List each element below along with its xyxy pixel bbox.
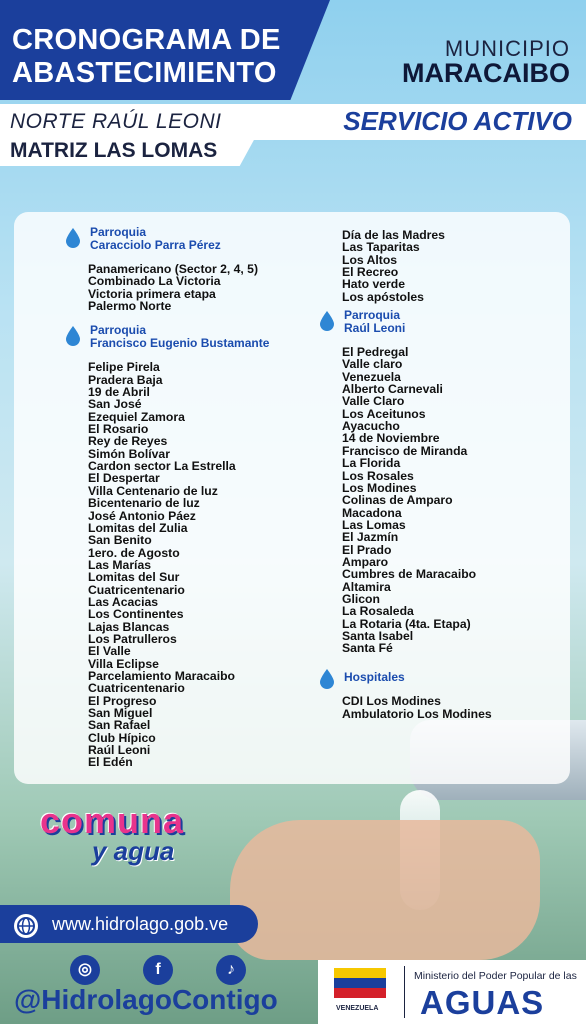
list-item: Los Continentes	[88, 607, 184, 622]
list-item: Cumbres de Maracaibo	[342, 567, 477, 582]
list-item: Lomitas del Sur	[88, 570, 180, 585]
list-item: Ambulatorio Los Modines	[342, 706, 492, 721]
list-item: Las Marías	[88, 557, 152, 572]
page-title: CRONOGRAMA DE ABASTECIMIENTO	[12, 24, 281, 89]
social-handle[interactable]: @HidrolagoContigo	[14, 984, 278, 1015]
list-item: Glicon	[342, 591, 380, 606]
list-item: Venezuela	[342, 369, 401, 384]
list-item: El Recreo	[342, 265, 399, 280]
website-url[interactable]: www.hidrolago.gob.ve	[52, 914, 229, 934]
list-item: El Progreso	[88, 693, 157, 708]
tiktok-icon[interactable]: ♪	[216, 955, 246, 985]
list-item: El Prado	[342, 542, 392, 557]
hands-image	[230, 820, 540, 960]
list-item: La Florida	[342, 456, 401, 471]
list-item: San Rafael	[88, 718, 151, 733]
water-drop-icon	[66, 228, 80, 248]
hospitals-list	[318, 695, 558, 720]
list-item: Los Rosales	[342, 468, 414, 483]
list-item: José Antonio Páez	[88, 508, 196, 523]
venezuela-flag-icon	[334, 968, 386, 998]
parish2-continued-list	[318, 229, 558, 303]
list-item: Colinas de Amparo	[342, 493, 453, 508]
list-item: Pradera Baja	[88, 372, 163, 387]
list-item: 14 de Noviembre	[342, 431, 440, 446]
globe-icon	[14, 914, 38, 938]
facebook-icon[interactable]: f	[143, 955, 173, 985]
list-item: Altamira	[342, 579, 391, 594]
list-item: Combinado La Victoria	[88, 274, 221, 289]
list-item: Ezequiel Zamora	[88, 409, 185, 424]
list-item: El Rosario	[88, 422, 149, 437]
list-item: Alberto Carnevali	[342, 382, 443, 397]
list-item: San Benito	[88, 533, 152, 548]
list-item: Hato verde	[342, 277, 405, 292]
list-item: Santa Isabel	[342, 628, 414, 643]
zone-name: NORTE RAÚL LEONI	[10, 110, 222, 133]
hospitals-header: Hospitales	[318, 667, 558, 684]
list-item: La Rotaria (4ta. Etapa)	[342, 616, 471, 631]
zone-matrix: MATRIZ LAS LOMAS	[10, 139, 218, 162]
list-item: Raúl Leoni	[88, 743, 151, 758]
list-item: Palermo Norte	[88, 299, 172, 314]
list-item: El Jazmín	[342, 530, 399, 545]
list-item: Villa Centenario de luz	[88, 483, 218, 498]
list-item: Macadona	[342, 505, 402, 520]
parish1-list	[64, 263, 304, 312]
water-drop-icon	[320, 669, 334, 689]
list-item: Victoria primera etapa	[88, 286, 216, 301]
list-item: San José	[88, 397, 142, 412]
left-column	[64, 226, 304, 769]
list-item: Felipe Pirela	[88, 360, 160, 375]
list-item: Valle Claro	[342, 394, 405, 409]
list-item: Simón Bolívar	[88, 446, 170, 461]
list-item: Los Aceitunos	[342, 406, 426, 421]
parish-header: Parroquia Francisco Eugenio Bustamante	[64, 324, 304, 349]
list-item: Los Altos	[342, 252, 398, 267]
list-item: Cardon sector La Estrella	[88, 459, 236, 474]
list-item: Los Patrulleros	[88, 631, 177, 646]
list-item: El Edén	[88, 755, 133, 770]
list-item: El Pedregal	[342, 345, 409, 360]
divider	[404, 966, 405, 1018]
parish3-list	[318, 346, 558, 655]
water-drop-icon	[66, 326, 80, 346]
comuna-y-agua-logo: comuna y agua	[40, 800, 185, 866]
list-item: Villa Eclipse	[88, 656, 159, 671]
parish-header: Parroquia Caracciolo Parra Pérez	[64, 226, 304, 251]
municipality-label: MUNICIPIO	[444, 36, 570, 61]
list-item: Francisco de Miranda	[342, 443, 468, 458]
water-drop-icon	[320, 311, 334, 331]
list-item: Cuatricentenario	[88, 582, 185, 597]
list-item: Bicentenario de luz	[88, 496, 200, 511]
ministry-text: Ministerio del Poder Popular de las	[414, 970, 577, 982]
flag-caption: VENEZUELA	[336, 1005, 379, 1012]
list-item: Los apóstoles	[342, 289, 424, 304]
ministry-name: AGUAS	[420, 984, 545, 1021]
list-item: 19 de Abril	[88, 385, 150, 400]
service-status: SERVICIO ACTIVO	[343, 106, 572, 136]
list-item: Las Taparitas	[342, 240, 420, 255]
parish-header: Parroquia Raúl Leoni	[318, 309, 558, 334]
list-item: Club Hípico	[88, 730, 156, 745]
parish2-list	[64, 361, 304, 768]
list-item: San Miguel	[88, 706, 153, 720]
list-item: El Valle	[88, 644, 131, 659]
instagram-icon[interactable]: ◎	[70, 955, 100, 985]
list-item: Cuatricentenario	[88, 681, 185, 696]
list-item: Las Acacias	[88, 594, 159, 609]
list-item: La Rosaleda	[342, 604, 414, 619]
municipality-name: MARACAIBO	[402, 58, 570, 88]
list-item: Día de las Madres	[342, 228, 445, 242]
list-item: Lomitas del Zulia	[88, 520, 188, 535]
right-column	[318, 229, 558, 720]
list-item: Ayacucho	[342, 419, 400, 434]
list-item: 1ero. de Agosto	[88, 545, 180, 560]
list-item: Parcelamiento Maracaibo	[88, 668, 235, 683]
list-item: Panamericano (Sector 2, 4, 5)	[88, 262, 259, 276]
list-item: Amparo	[342, 554, 389, 569]
list-item: Valle claro	[342, 357, 403, 372]
list-item: El Despertar	[88, 471, 160, 486]
list-item: Los Modines	[342, 480, 417, 495]
list-item: Santa Fé	[342, 641, 393, 656]
list-item: Rey de Reyes	[88, 434, 168, 449]
list-item: Las Lomas	[342, 517, 406, 532]
website-link[interactable]	[0, 905, 258, 943]
list-item: Lajas Blancas	[88, 619, 170, 634]
list-item: CDI Los Modines	[342, 694, 441, 709]
